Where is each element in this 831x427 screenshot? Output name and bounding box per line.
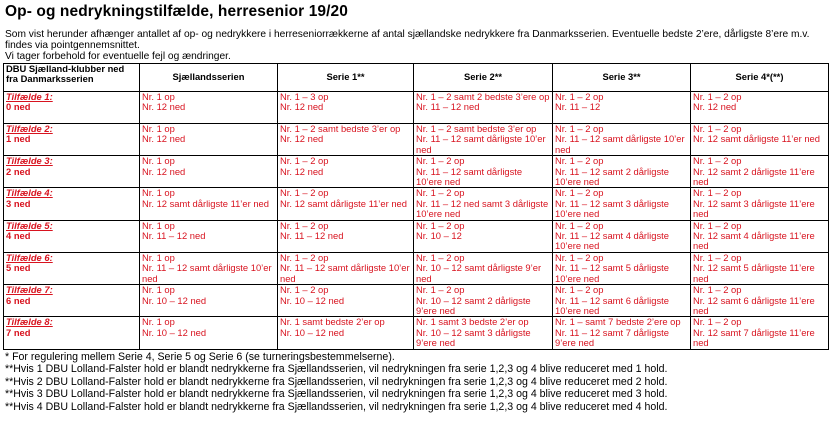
table-row bbox=[4, 285, 829, 317]
case-title: Tilfælde 3: bbox=[6, 155, 53, 167]
rule-cell bbox=[278, 285, 414, 317]
case-cell bbox=[4, 156, 140, 188]
rule-line: Nr. 1 – 2 op bbox=[555, 187, 604, 199]
rule-line: Nr. 1 – 3 op bbox=[280, 91, 329, 102]
rule-line: Nr. 12 ned bbox=[280, 133, 324, 145]
case-cell bbox=[4, 220, 140, 252]
rule-cell bbox=[140, 124, 278, 156]
case-teams-down: 3 ned bbox=[6, 197, 31, 209]
rule-line: Nr. 11 – 12 samt 5 dårligste 10’ere ned bbox=[555, 262, 669, 284]
header-serie-4: Serie 4*(**) bbox=[691, 64, 829, 92]
header-clubs-down-line2: fra Danmarksserien bbox=[6, 73, 94, 84]
rule-line: Nr. 1 – 2 samt bedste 3’er op bbox=[416, 123, 537, 134]
page-title: Op- og nedrykningstilfælde, herresenior 19/20 bbox=[5, 3, 349, 20]
rule-line: Nr. 1 – 2 op bbox=[280, 284, 329, 296]
footnote-line: **Hvis 1 DBU Lolland-Falster hold er blandt nedrykkerne fra Sjællandsserien, vil nedrykningen fra serie 1,2,3 og 4 blive reduceret med 1 hold. bbox=[5, 363, 668, 376]
rule-line: Nr. 12 samt 7 dårligste 11’ere ned bbox=[693, 326, 815, 349]
table-row bbox=[4, 252, 829, 284]
rule-line: Nr. 1 – 2 samt 2 bedste 3’ere op bbox=[416, 91, 550, 102]
footnote-line: **Hvis 3 DBU Lolland-Falster hold er blandt nedrykkerne fra Sjællandsserien, vil nedrykningen fra serie 1,2,3 og 4 blive reduceret med 3 hold. bbox=[5, 388, 668, 401]
rule-cell bbox=[691, 317, 829, 349]
rule-cell bbox=[553, 188, 691, 220]
case-teams-down: 4 ned bbox=[6, 230, 31, 242]
rule-line: Nr. 12 samt dårligste 11’er ned bbox=[280, 197, 407, 209]
header-row bbox=[4, 64, 829, 92]
table-row bbox=[4, 188, 829, 220]
rule-line: Nr. 1 samt 3 bedste 2’er op bbox=[416, 316, 529, 328]
rule-line: Nr. 1 – 2 op bbox=[416, 155, 465, 167]
rule-line: Nr. 12 samt 5 dårligste 11’ere ned bbox=[693, 262, 815, 284]
header-clubs-down-line1: DBU Sjælland-klubber ned bbox=[6, 63, 125, 74]
rule-line: Nr. 1 – 2 op bbox=[555, 220, 604, 231]
rule-line: Nr. 1 – 2 op bbox=[693, 187, 742, 199]
rule-line: Nr. 12 ned bbox=[280, 165, 324, 177]
rule-cell bbox=[553, 317, 691, 349]
table-row bbox=[4, 124, 829, 156]
footnote-line: **Hvis 4 DBU Lolland-Falster hold er blandt nedrykkerne fra Sjællandsserien, vil nedrykningen fra serie 1,2,3 og 4 blive reduceret med 4 hold. bbox=[5, 400, 668, 413]
rule-line: Nr. 1 – 2 op bbox=[693, 155, 742, 167]
intro-line: findes via pointgennemsnittet. bbox=[5, 40, 140, 52]
rule-line: Nr. 1 op bbox=[142, 284, 175, 296]
rule-line: Nr. 10 – 12 ned bbox=[280, 326, 345, 338]
rule-line: Nr. 11 – 12 samt 6 dårligste 10’ere ned bbox=[555, 294, 669, 316]
rule-line: Nr. 11 – 12 ned bbox=[142, 230, 206, 242]
rule-line: Nr. 1 – 2 op bbox=[280, 155, 329, 167]
rule-line: Nr. 1 op bbox=[142, 220, 175, 231]
rule-line: Nr. 11 – 12 samt dårligste 10’er ned bbox=[555, 133, 685, 155]
rule-line: Nr. 12 samt dårligste 11’er ned bbox=[693, 133, 820, 145]
rule-cell bbox=[278, 188, 414, 220]
rule-line: Nr. 1 – 2 op bbox=[555, 91, 604, 102]
rule-line: Nr. 12 ned bbox=[142, 101, 186, 113]
rule-line: Nr. 1 op bbox=[142, 316, 175, 328]
rule-cell bbox=[278, 124, 414, 156]
case-title: Tilfælde 5: bbox=[6, 220, 53, 231]
rule-line: Nr. 1 – 2 op bbox=[555, 284, 604, 296]
rule-cell bbox=[278, 252, 414, 284]
rule-cell bbox=[140, 220, 278, 252]
rule-line: Nr. 10 – 12 bbox=[416, 230, 462, 242]
rule-cell bbox=[414, 188, 553, 220]
rule-line: Nr. 1 – 2 op bbox=[555, 155, 604, 167]
case-teams-down: 2 ned bbox=[6, 165, 31, 177]
rule-line: Nr. 1 – 2 op bbox=[280, 220, 329, 231]
table-body bbox=[4, 92, 829, 350]
rule-cell bbox=[278, 92, 414, 124]
rule-cell bbox=[691, 156, 829, 188]
rule-line: Nr. 11 – 12 samt dårligste 10’er ned bbox=[142, 262, 272, 284]
footnote-line: * For regulering mellem Serie 4, Serie 5 og Serie 6 (se turneringsbestemmelserne). bbox=[5, 351, 395, 363]
rule-line: Nr. 1 – 2 op bbox=[693, 91, 742, 102]
rule-cell bbox=[553, 220, 691, 252]
rule-line: Nr. 1 samt bedste 2’er op bbox=[280, 316, 385, 328]
table-row bbox=[4, 92, 829, 124]
rule-line: Nr. 1 op bbox=[142, 252, 175, 263]
rule-line: Nr. 1 – 2 op bbox=[416, 252, 465, 263]
rule-line: Nr. 1 – 2 op bbox=[693, 284, 742, 296]
header-serie-3: Serie 3** bbox=[553, 64, 691, 92]
rule-line: Nr. 1 – 2 op bbox=[693, 220, 742, 231]
rule-cell bbox=[553, 252, 691, 284]
case-cell bbox=[4, 92, 140, 124]
rule-cell bbox=[553, 156, 691, 188]
case-cell bbox=[4, 188, 140, 220]
rule-cell bbox=[140, 188, 278, 220]
rule-line: Nr. 10 – 12 ned bbox=[142, 294, 207, 306]
case-cell bbox=[4, 124, 140, 156]
rule-cell bbox=[414, 220, 553, 252]
rule-line: Nr. 1 – 2 op bbox=[693, 123, 742, 134]
rule-cell bbox=[278, 156, 414, 188]
rule-line: Nr. 11 – 12 ned samt 3 dårligste 10’ere ned bbox=[416, 197, 549, 220]
rule-line: Nr. 11 – 12 bbox=[555, 101, 601, 113]
rule-cell bbox=[691, 188, 829, 220]
relegation-table bbox=[3, 63, 829, 350]
header-serie-1: Serie 1** bbox=[278, 64, 414, 92]
case-title: Tilfælde 4: bbox=[6, 187, 53, 199]
rule-cell bbox=[140, 317, 278, 349]
intro-text bbox=[5, 29, 827, 63]
rule-cell bbox=[278, 220, 414, 252]
rule-line: Nr. 10 – 12 samt 3 dårligste 9’ere ned bbox=[416, 326, 531, 349]
rule-cell bbox=[553, 124, 691, 156]
table-row bbox=[4, 156, 829, 188]
rule-cell bbox=[278, 317, 414, 349]
rule-line: Nr. 1 – samt 7 bedste 2’ere op bbox=[555, 316, 681, 328]
case-title: Tilfælde 7: bbox=[6, 284, 53, 296]
rule-cell bbox=[691, 285, 829, 317]
rule-line: Nr. 11 – 12 ned bbox=[280, 230, 344, 242]
case-cell bbox=[4, 252, 140, 284]
rule-cell bbox=[414, 124, 553, 156]
rule-line: Nr. 1 op bbox=[142, 91, 175, 102]
table-row bbox=[4, 317, 829, 349]
rule-line: Nr. 12 ned bbox=[142, 133, 186, 145]
rule-line: Nr. 12 ned bbox=[280, 101, 324, 113]
rule-line: Nr. 11 – 12 samt dårligste 10’ere ned bbox=[416, 165, 523, 188]
rule-line: Nr. 1 op bbox=[142, 187, 175, 199]
case-title: Tilfælde 1: bbox=[6, 91, 53, 102]
rule-cell bbox=[140, 156, 278, 188]
rule-line: Nr. 10 – 12 ned bbox=[280, 294, 345, 306]
rule-line: Nr. 10 – 12 samt 2 dårligste 9’ere ned bbox=[416, 294, 531, 316]
rule-line: Nr. 1 – 2 op bbox=[280, 252, 329, 263]
rule-line: Nr. 11 – 12 samt dårligste 10’er ned bbox=[280, 262, 410, 284]
rule-line: Nr. 11 – 12 ned bbox=[416, 101, 480, 113]
header-serie-2: Serie 2** bbox=[414, 64, 553, 92]
rule-line: Nr. 12 ned bbox=[693, 101, 737, 113]
rule-line: Nr. 1 – 2 op bbox=[693, 316, 742, 328]
case-teams-down: 7 ned bbox=[6, 326, 31, 338]
rule-line: Nr. 1 – 2 samt bedste 3’er op bbox=[280, 123, 401, 134]
rule-line: Nr. 1 op bbox=[142, 123, 175, 134]
rule-line: Nr. 12 samt dårligste 11’er ned bbox=[142, 197, 269, 209]
rule-line: Nr. 1 – 2 op bbox=[555, 123, 604, 134]
rule-line: Nr. 1 – 2 op bbox=[416, 187, 465, 199]
rule-line: Nr. 1 op bbox=[142, 155, 175, 167]
rule-line: Nr. 11 – 12 samt 3 dårligste 10’ere ned bbox=[555, 197, 669, 220]
footnote-line: **Hvis 2 DBU Lolland-Falster hold er blandt nedrykkerne fra Sjællandsserien, vil nedrykningen fra serie 1,2,3 og 4 blive reduceret med 2 hold. bbox=[5, 375, 668, 388]
case-title: Tilfælde 6: bbox=[6, 252, 53, 263]
case-teams-down: 1 ned bbox=[6, 133, 31, 145]
rule-line: Nr. 12 samt 3 dårligste 11’ere ned bbox=[693, 197, 815, 220]
rule-cell bbox=[414, 156, 553, 188]
footnotes bbox=[5, 351, 827, 413]
case-title: Tilfælde 2: bbox=[6, 123, 53, 134]
header-sjaellandsserien: Sjællandsserien bbox=[140, 64, 278, 92]
rule-line: Nr. 11 – 12 samt dårligste 10’er ned bbox=[416, 133, 546, 155]
rule-cell bbox=[140, 285, 278, 317]
case-teams-down: 5 ned bbox=[6, 262, 31, 274]
rule-cell bbox=[553, 92, 691, 124]
case-teams-down: 0 ned bbox=[6, 101, 31, 113]
case-cell bbox=[4, 285, 140, 317]
header-clubs-down bbox=[4, 64, 140, 92]
rule-line: Nr. 1 – 2 op bbox=[280, 187, 329, 199]
rule-line: Nr. 11 – 12 samt 4 dårligste 10’ere ned bbox=[555, 230, 669, 252]
rule-cell bbox=[691, 124, 829, 156]
rule-line: Nr. 11 – 12 samt 7 dårligste 9’ere ned bbox=[555, 326, 669, 349]
case-teams-down: 6 ned bbox=[6, 294, 31, 306]
rule-cell bbox=[691, 92, 829, 124]
intro-line: Vi tager forbehold for eventuelle fejl og ændringer. bbox=[5, 51, 231, 63]
rule-line: Nr. 11 – 12 samt 2 dårligste 10’ere ned bbox=[555, 165, 669, 188]
rule-cell bbox=[414, 285, 553, 317]
rule-cell bbox=[140, 252, 278, 284]
table-row bbox=[4, 220, 829, 252]
case-title: Tilfælde 8: bbox=[6, 316, 53, 328]
rule-line: Nr. 12 samt 6 dårligste 11’ere ned bbox=[693, 294, 815, 316]
rule-line: Nr. 1 – 2 op bbox=[555, 252, 604, 263]
case-cell bbox=[4, 317, 140, 349]
rule-cell bbox=[414, 92, 553, 124]
rule-line: Nr. 1 – 2 op bbox=[693, 252, 742, 263]
rule-line: Nr. 12 samt 4 dårligste 11’ere ned bbox=[693, 230, 815, 252]
intro-line: Som vist herunder afhænger antallet af op- og nedrykkere i herreseniorrækkerne af antal sjællandske nedrykkere fra Danmarksserien. Eventuelle bedste 2’ere, dårligste 8’ere m.v. bbox=[5, 29, 810, 40]
rule-line: Nr. 10 – 12 ned bbox=[142, 326, 207, 338]
rule-line: Nr. 12 samt 2 dårligste 11’ere ned bbox=[693, 165, 815, 188]
rule-cell bbox=[553, 285, 691, 317]
rule-cell bbox=[691, 252, 829, 284]
rule-line: Nr. 10 – 12 samt dårligste 9’er ned bbox=[416, 262, 542, 284]
rule-cell bbox=[691, 220, 829, 252]
rule-cell bbox=[140, 92, 278, 124]
rule-line: Nr. 1 – 2 op bbox=[416, 284, 465, 296]
rule-line: Nr. 1 – 2 op bbox=[416, 220, 465, 231]
rule-cell bbox=[414, 252, 553, 284]
rule-line: Nr. 12 ned bbox=[142, 165, 186, 177]
rule-cell bbox=[414, 317, 553, 349]
